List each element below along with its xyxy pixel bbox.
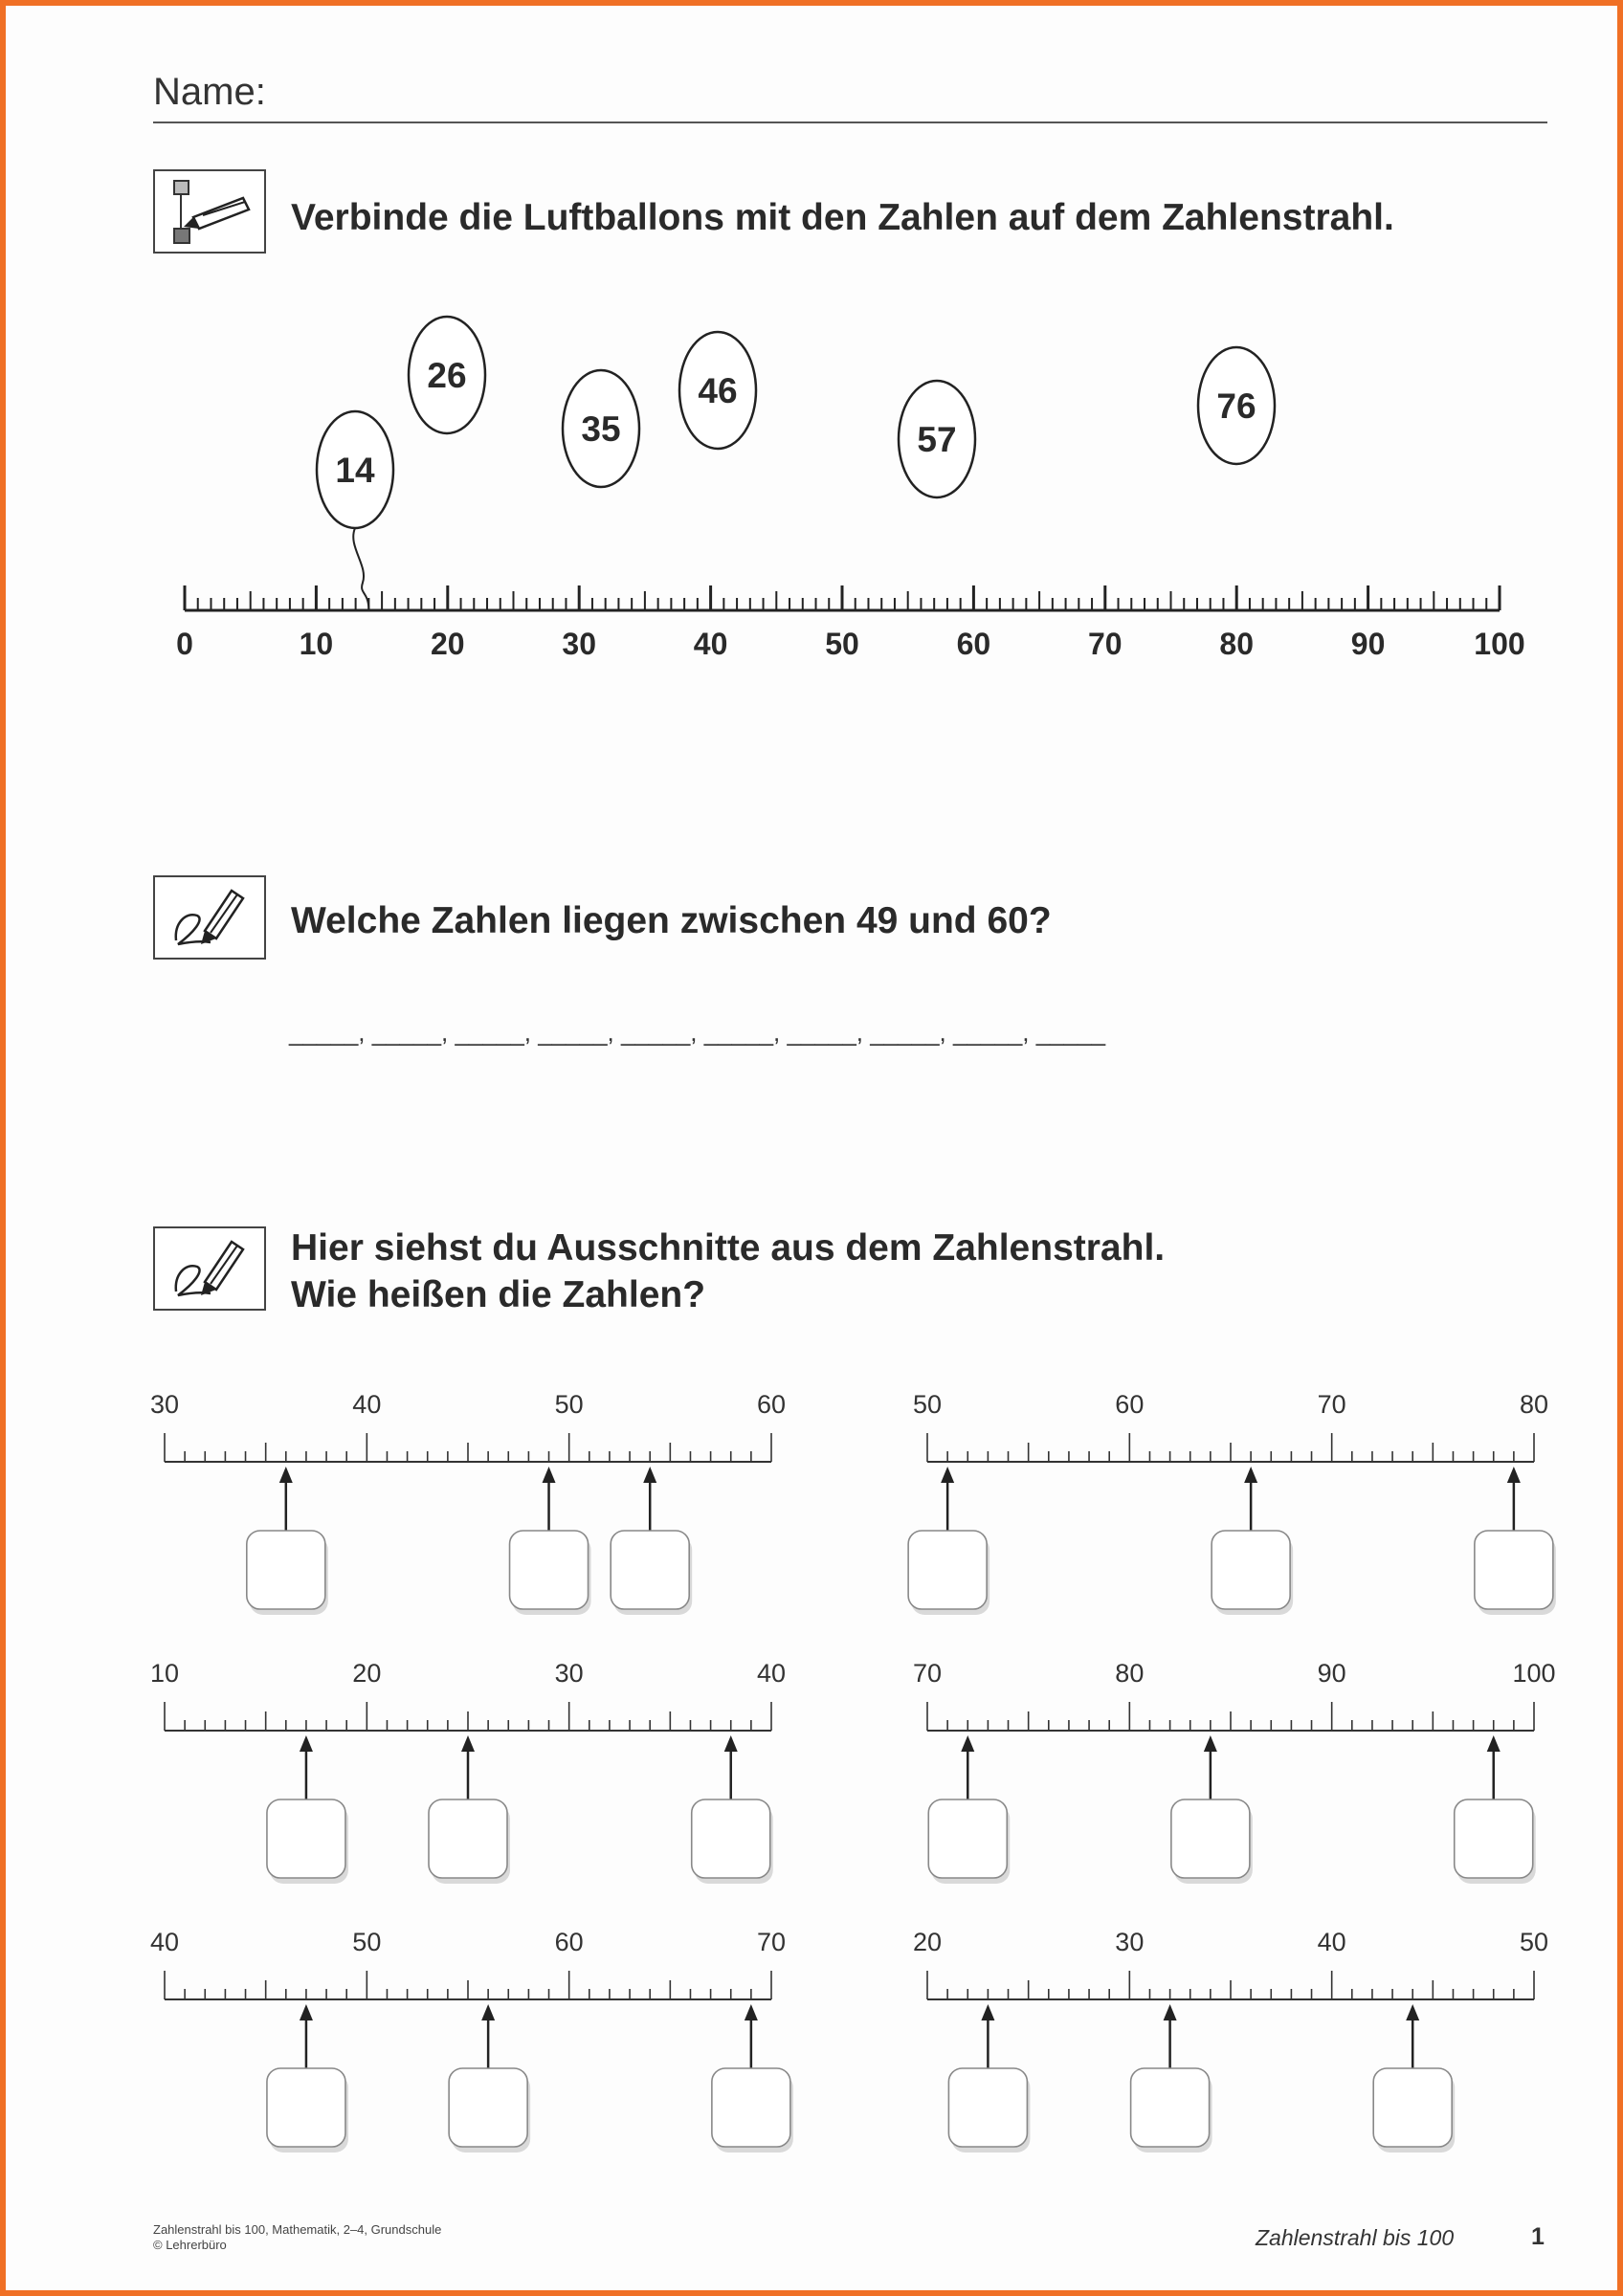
segment-label: 40: [756, 1659, 787, 1688]
segment-label: 60: [756, 1390, 787, 1419]
answer-box[interactable]: [449, 2068, 527, 2147]
number-line-label: 20: [431, 627, 465, 661]
footer-source: [153, 2222, 441, 2253]
task3-instruction-line1: Hier siehst du Ausschnitte aus dem Zahlenstrahl.: [291, 1227, 1166, 1269]
number-line-label: 30: [562, 627, 596, 661]
arrow-head: [543, 1467, 556, 1483]
balloon-label: 76: [1216, 386, 1256, 426]
number-line-label: 100: [1474, 627, 1525, 661]
answer-box[interactable]: [510, 1531, 589, 1609]
segment-label: 60: [554, 1928, 584, 1956]
pencil-write-icon: [153, 875, 266, 960]
number-line-segment: [150, 1390, 786, 1615]
balloon-label: 35: [581, 409, 621, 449]
answer-box[interactable]: [1212, 1531, 1290, 1609]
answer-box[interactable]: [928, 1799, 1007, 1878]
answer-box[interactable]: [1171, 1799, 1250, 1878]
segment-label: 40: [352, 1390, 382, 1419]
arrow-head: [300, 2004, 313, 2020]
answer-box[interactable]: [247, 1531, 325, 1609]
arrow-head: [1406, 2004, 1419, 2020]
arrow-head: [481, 2004, 495, 2020]
footer-source-line2: © Lehrerbüro: [153, 2238, 227, 2252]
number-line-label: 80: [1219, 627, 1254, 661]
number-line-segment: [150, 1928, 793, 2152]
task3-figure: [0, 1368, 1623, 2172]
balloon-label: 26: [427, 356, 467, 395]
number-line-label: 90: [1350, 627, 1386, 661]
answer-box[interactable]: [1475, 1531, 1553, 1609]
segment-label: 70: [1317, 1390, 1346, 1419]
footer-title: Zahlenstrahl bis 100: [1256, 2225, 1455, 2250]
answer-box[interactable]: [692, 1799, 770, 1878]
arrow-head: [279, 1467, 293, 1483]
balloon-label: 57: [917, 420, 957, 459]
number-line-segment: [150, 1659, 786, 1884]
number-line-label: 60: [956, 627, 991, 661]
name-input-line[interactable]: [153, 121, 1547, 123]
segment-label: 50: [912, 1390, 943, 1419]
answer-box[interactable]: [1455, 1799, 1533, 1878]
segment-label: 20: [912, 1928, 943, 1956]
pencil-write-icon: [153, 1226, 266, 1311]
answer-box[interactable]: [1373, 2068, 1452, 2147]
task1-instruction: Verbinde die Luftballons mit den Zahlen auf dem Zahlenstrahl.: [291, 197, 1394, 238]
answer-box[interactable]: [1131, 2068, 1210, 2147]
answer-box[interactable]: [611, 1531, 689, 1609]
number-line-label: 70: [1088, 627, 1123, 661]
segment-label: 90: [1317, 1659, 1346, 1688]
task2-instruction: Welche Zahlen liegen zwischen 49 und 60?: [291, 900, 1052, 941]
arrow-head: [300, 1735, 313, 1752]
answer-box[interactable]: [908, 1531, 987, 1609]
segment-label: 80: [1115, 1659, 1145, 1688]
answer-box[interactable]: [948, 2068, 1027, 2147]
answer-box[interactable]: [267, 2068, 345, 2147]
segment-label: 30: [554, 1659, 584, 1688]
arrow-head: [643, 1467, 656, 1483]
arrow-head: [461, 1735, 475, 1752]
segment-label: 80: [1519, 1390, 1549, 1419]
answer-box[interactable]: [267, 1799, 345, 1878]
arrow-head: [745, 2004, 758, 2020]
page-number: 1: [1531, 2223, 1545, 2250]
arrow-head: [1204, 1735, 1217, 1752]
number-line-label: 40: [693, 627, 728, 661]
segment-label: 100: [1512, 1659, 1556, 1688]
segment-label: 10: [149, 1659, 180, 1688]
arrow-head: [941, 1467, 954, 1483]
arrow-head: [1507, 1467, 1521, 1483]
task1-figure: [0, 287, 1623, 698]
number-line-segment: [913, 1659, 1556, 1884]
name-label: Name:: [153, 71, 266, 113]
arrow-head: [981, 2004, 994, 2020]
task3-instruction-line2: Wie heißen die Zahlen?: [291, 1274, 706, 1315]
segment-label: 40: [149, 1928, 180, 1956]
pencil-connect-icon: [153, 169, 266, 254]
segment-label: 70: [912, 1659, 943, 1688]
segment-label: 20: [352, 1659, 382, 1688]
number-line-label: 50: [825, 627, 859, 661]
number-line-label: 10: [299, 627, 334, 661]
answer-blanks[interactable]: _____, _____, _____, _____, _____, _____, _____, _____, _____, _____: [289, 1018, 1106, 1047]
segment-label: 30: [149, 1390, 180, 1419]
number-line-segment: [913, 1928, 1548, 2152]
arrow-head: [961, 1735, 974, 1752]
segment-label: 60: [1115, 1390, 1145, 1419]
segment-label: 50: [1519, 1928, 1549, 1956]
answer-box[interactable]: [712, 2068, 790, 2147]
number-line-label: 0: [176, 627, 193, 661]
segment-label: 50: [554, 1390, 584, 1419]
balloon-label: 14: [335, 451, 375, 490]
balloon-label: 46: [698, 371, 738, 410]
arrow-head: [724, 1735, 738, 1752]
footer-source-line1: Zahlenstrahl bis 100, Mathematik, 2–4, Grundschule: [153, 2222, 442, 2237]
segment-label: 30: [1115, 1928, 1145, 1956]
number-line-segment: [908, 1390, 1556, 1615]
segment-label: 70: [756, 1928, 787, 1956]
segment-label: 40: [1317, 1928, 1346, 1956]
arrow-head: [1244, 1467, 1257, 1483]
arrow-head: [1164, 2004, 1177, 2020]
answer-box[interactable]: [429, 1799, 507, 1878]
segment-label: 50: [352, 1928, 382, 1956]
arrow-head: [1487, 1735, 1501, 1752]
